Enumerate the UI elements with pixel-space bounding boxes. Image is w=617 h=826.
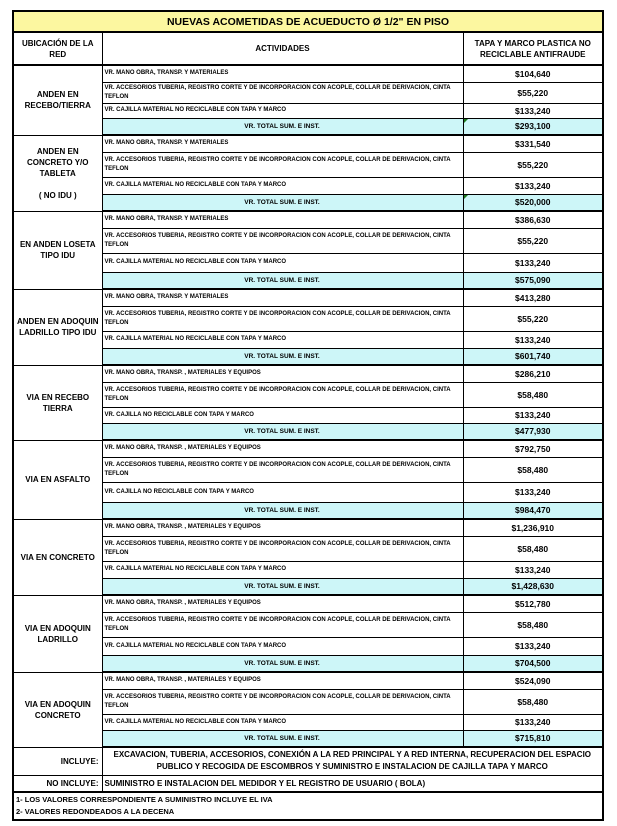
activity-value: $133,240 bbox=[463, 331, 603, 348]
location-cell bbox=[13, 595, 102, 672]
total-row bbox=[13, 348, 603, 365]
activity-row bbox=[13, 482, 603, 502]
total-row bbox=[13, 655, 603, 672]
activity-row bbox=[13, 365, 603, 382]
total-label: VR. TOTAL SUM. E INST. bbox=[102, 194, 463, 211]
total-label: VR. TOTAL SUM. E INST. bbox=[102, 502, 463, 519]
activity-row bbox=[13, 211, 603, 228]
location-label: VIA EN ASFALTO bbox=[25, 475, 91, 484]
total-label: VR. TOTAL SUM. E INST. bbox=[102, 578, 463, 595]
activity-label: VR. MANO OBRA, TRANSP. , MATERIALES Y EQUIPOS bbox=[102, 440, 463, 457]
activity-row bbox=[13, 289, 603, 306]
activity-value: $55,220 bbox=[463, 306, 603, 331]
activity-row bbox=[13, 595, 603, 612]
activity-row bbox=[13, 135, 603, 152]
activity-row bbox=[13, 82, 603, 103]
activity-label: VR. ACCESORIOS TUBERIA, REGISTRO CORTE Y DE INCORPORACION CON ACOPLE, COLLAR DE DERIVACION, CINTA TEFLON bbox=[102, 612, 463, 637]
activity-row bbox=[13, 536, 603, 561]
activity-label: VR. MANO OBRA, TRANSP. Y MATERIALES bbox=[102, 135, 463, 152]
activity-row bbox=[13, 519, 603, 536]
total-label: VR. TOTAL SUM. E INST. bbox=[102, 118, 463, 135]
location-label: EN ANDEN LOSETA TIPO IDU bbox=[19, 240, 96, 260]
activity-value: $58,480 bbox=[463, 457, 603, 482]
activity-value: $133,240 bbox=[463, 561, 603, 578]
total-value: $704,500 bbox=[463, 655, 603, 672]
total-row bbox=[13, 194, 603, 211]
activity-row bbox=[13, 306, 603, 331]
activity-label: VR. CAJILLA MATERIAL NO RECICLABLE CON TAPA Y MARCO bbox=[102, 637, 463, 655]
activity-label: VR. CAJILLA NO RECICLABLE CON TAPA Y MARCO bbox=[102, 407, 463, 423]
activity-label: VR. MANO OBRA, TRANSP. Y MATERIALES bbox=[102, 211, 463, 228]
header-value: TAPA Y MARCO PLASTICA NO RECICLABLE ANTIFRAUDE bbox=[463, 32, 603, 65]
activity-value: $58,480 bbox=[463, 536, 603, 561]
activity-label: VR. ACCESORIOS TUBERIA, REGISTRO CORTE Y DE INCORPORACION CON ACOPLE, COLLAR DE DERIVACION, CINTA TEFLON bbox=[102, 536, 463, 561]
total-label: VR. TOTAL SUM. E INST. bbox=[102, 423, 463, 440]
location-cell bbox=[13, 440, 102, 519]
includes-label: INCLUYE: bbox=[13, 747, 102, 775]
activity-row bbox=[13, 407, 603, 423]
activity-value: $133,240 bbox=[463, 103, 603, 118]
header-activities: ACTIVIDADES bbox=[102, 32, 463, 65]
activity-row bbox=[13, 65, 603, 82]
includes-text: EXCAVACION, TUBERIA, ACCESORIOS, CONEXIÓN A LA RED PRINCIPAL Y A RED INTERNA, RECUPERACION DEL ESPACIO PUBLICO Y RECOGIDA DE ESCOMBROS Y SUMINISTRO E INSTALACION DE CAJILLA TAPA Y MARCO bbox=[102, 747, 603, 775]
activity-row bbox=[13, 253, 603, 272]
activity-row bbox=[13, 457, 603, 482]
activity-value: $133,240 bbox=[463, 482, 603, 502]
location-cell bbox=[13, 211, 102, 289]
location-label: ANDEN EN CONCRETO Y/O TABLETA bbox=[27, 146, 89, 178]
activity-row bbox=[13, 382, 603, 407]
total-value: $477,930 bbox=[463, 423, 603, 440]
price-table bbox=[12, 10, 604, 821]
activity-label: VR. ACCESORIOS TUBERIA, REGISTRO CORTE Y DE INCORPORACION CON ACOPLE, COLLAR DE DERIVACION, CINTA TEFLON bbox=[102, 306, 463, 331]
activity-row bbox=[13, 612, 603, 637]
location-note: ( NO IDU ) bbox=[38, 190, 77, 200]
activity-row bbox=[13, 103, 603, 118]
activity-row bbox=[13, 331, 603, 348]
activity-label: VR. MANO OBRA, TRANSP. , MATERIALES Y EQUIPOS bbox=[102, 519, 463, 536]
activity-row bbox=[13, 177, 603, 194]
activity-label: VR. ACCESORIOS TUBERIA, REGISTRO CORTE Y DE INCORPORACION CON ACOPLE, COLLAR DE DERIVACION, CINTA TEFLON bbox=[102, 82, 463, 103]
location-cell bbox=[13, 365, 102, 440]
activity-value: $792,750 bbox=[463, 440, 603, 457]
activity-value: $133,240 bbox=[463, 714, 603, 730]
not-includes-label: NO INCLUYE: bbox=[13, 775, 102, 792]
total-label: VR. TOTAL SUM. E INST. bbox=[102, 730, 463, 747]
total-value: $984,470 bbox=[463, 502, 603, 519]
location-cell bbox=[13, 65, 102, 135]
total-row bbox=[13, 272, 603, 289]
location-label: VIA EN CONCRETO bbox=[20, 552, 95, 562]
activity-row bbox=[13, 672, 603, 689]
activity-value: $286,210 bbox=[463, 365, 603, 382]
total-row bbox=[13, 578, 603, 595]
activity-label: VR. MANO OBRA, TRANSP. Y MATERIALES bbox=[102, 289, 463, 306]
activity-label: VR. CAJILLA MATERIAL NO RECICLABLE CON TAPA Y MARCO bbox=[102, 103, 463, 118]
activity-label: VR. MANO OBRA, TRANSP. Y MATERIALES bbox=[102, 65, 463, 82]
not-includes-text: SUMINISTRO E INSTALACION DEL MEDIDOR Y EL REGISTRO DE USUARIO ( BOLA) bbox=[102, 775, 603, 792]
activity-row bbox=[13, 714, 603, 730]
total-row bbox=[13, 118, 603, 135]
location-label: ANDEN EN RECEBO/TIERRA bbox=[24, 90, 91, 111]
activity-value: $413,280 bbox=[463, 289, 603, 306]
cell-comment-marker-icon bbox=[464, 119, 468, 123]
notes-row bbox=[13, 792, 603, 820]
location-cell bbox=[13, 135, 102, 211]
cell-comment-marker-icon bbox=[464, 195, 468, 199]
activity-value: $133,240 bbox=[463, 407, 603, 423]
activity-label: VR. MANO OBRA, TRANSP. , MATERIALES Y EQUIPOS bbox=[102, 672, 463, 689]
total-value: $1,428,630 bbox=[463, 578, 603, 595]
activity-value: $55,220 bbox=[463, 152, 603, 177]
activity-label: VR. MANO OBRA, TRANSP. , MATERIALES Y EQUIPOS bbox=[102, 595, 463, 612]
location-label: VIA EN RECEBO TIERRA bbox=[26, 392, 90, 413]
activity-value: $58,480 bbox=[463, 689, 603, 714]
total-value: $520,000 bbox=[463, 194, 603, 211]
sheet-title: NUEVAS ACOMETIDAS DE ACUEDUCTO Ø 1/2" EN PISO bbox=[13, 11, 603, 32]
activity-label: VR. ACCESORIOS TUBERIA, REGISTRO CORTE Y DE INCORPORACION CON ACOPLE, COLLAR DE DERIVACION, CINTA TEFLON bbox=[102, 228, 463, 253]
activity-value: $133,240 bbox=[463, 253, 603, 272]
activity-label: VR. CAJILLA MATERIAL NO RECICLABLE CON TAPA Y MARCO bbox=[102, 331, 463, 348]
total-row bbox=[13, 502, 603, 519]
note-1: 1- LOS VALORES CORRESPONDIENTE A SUMINISTRO INCLUYE EL IVA bbox=[16, 794, 273, 804]
total-value: $601,740 bbox=[463, 348, 603, 365]
activity-row bbox=[13, 228, 603, 253]
header-location: UBICACIÓN DE LA RED bbox=[13, 32, 102, 65]
total-label: VR. TOTAL SUM. E INST. bbox=[102, 655, 463, 672]
location-label: VIA EN ADOQUIN CONCRETO bbox=[24, 699, 91, 720]
location-label: ANDEN EN ADOQUIN LADRILLO TIPO IDU bbox=[17, 317, 99, 337]
activity-value: $133,240 bbox=[463, 637, 603, 655]
activity-label: VR. CAJILLA MATERIAL NO RECICLABLE CON TAPA Y MARCO bbox=[102, 714, 463, 730]
activity-value: $58,480 bbox=[463, 382, 603, 407]
total-value: $575,090 bbox=[463, 272, 603, 289]
header-row bbox=[13, 32, 603, 65]
activity-label: VR. ACCESORIOS TUBERIA, REGISTRO CORTE Y DE INCORPORACION CON ACOPLE, COLLAR DE DERIVACION, CINTA TEFLON bbox=[102, 689, 463, 714]
total-row bbox=[13, 423, 603, 440]
activity-row bbox=[13, 689, 603, 714]
price-sheet bbox=[12, 10, 602, 821]
not-includes-row bbox=[13, 775, 603, 792]
activity-label: VR. ACCESORIOS TUBERIA, REGISTRO CORTE Y DE INCORPORACION CON ACOPLE, COLLAR DE DERIVACION, CINTA TEFLON bbox=[102, 152, 463, 177]
location-cell bbox=[13, 519, 102, 595]
activity-row bbox=[13, 152, 603, 177]
activity-label: VR. CAJILLA NO RECICLABLE CON TAPA Y MARCO bbox=[102, 482, 463, 502]
activity-value: $331,540 bbox=[463, 135, 603, 152]
activity-value: $386,630 bbox=[463, 211, 603, 228]
activity-row bbox=[13, 440, 603, 457]
total-label: VR. TOTAL SUM. E INST. bbox=[102, 272, 463, 289]
activity-row bbox=[13, 561, 603, 578]
activity-label: VR. CAJILLA MATERIAL NO RECICLABLE CON TAPA Y MARCO bbox=[102, 561, 463, 578]
activity-value: $104,640 bbox=[463, 65, 603, 82]
location-label: VIA EN ADOQUIN LADRILLO bbox=[24, 623, 91, 644]
total-label: VR. TOTAL SUM. E INST. bbox=[102, 348, 463, 365]
total-value: $715,810 bbox=[463, 730, 603, 747]
activity-value: $133,240 bbox=[463, 177, 603, 194]
activity-label: VR. CAJILLA MATERIAL NO RECICLABLE CON TAPA Y MARCO bbox=[102, 253, 463, 272]
activity-value: $55,220 bbox=[463, 228, 603, 253]
activity-row bbox=[13, 637, 603, 655]
includes-row bbox=[13, 747, 603, 775]
total-row bbox=[13, 730, 603, 747]
note-2: 2- VALORES REDONDEADOS A LA DECENA bbox=[16, 806, 175, 816]
activity-label: VR. MANO OBRA, TRANSP. , MATERIALES Y EQUIPOS bbox=[102, 365, 463, 382]
activity-value: $524,090 bbox=[463, 672, 603, 689]
title-row bbox=[13, 11, 603, 32]
activity-value: $1,236,910 bbox=[463, 519, 603, 536]
activity-label: VR. CAJILLA MATERIAL NO RECICLABLE CON TAPA Y MARCO bbox=[102, 177, 463, 194]
total-value: $293,100 bbox=[463, 118, 603, 135]
activity-value: $58,480 bbox=[463, 612, 603, 637]
activity-value: $55,220 bbox=[463, 82, 603, 103]
location-cell bbox=[13, 289, 102, 365]
activity-label: VR. ACCESORIOS TUBERIA, REGISTRO CORTE Y DE INCORPORACION CON ACOPLE, COLLAR DE DERIVACION, CINTA TEFLON bbox=[102, 457, 463, 482]
notes-cell bbox=[13, 792, 603, 820]
activity-value: $512,780 bbox=[463, 595, 603, 612]
activity-label: VR. ACCESORIOS TUBERIA, REGISTRO CORTE Y DE INCORPORACION CON ACOPLE, COLLAR DE DERIVACION, CINTA TEFLON bbox=[102, 382, 463, 407]
location-cell bbox=[13, 672, 102, 747]
